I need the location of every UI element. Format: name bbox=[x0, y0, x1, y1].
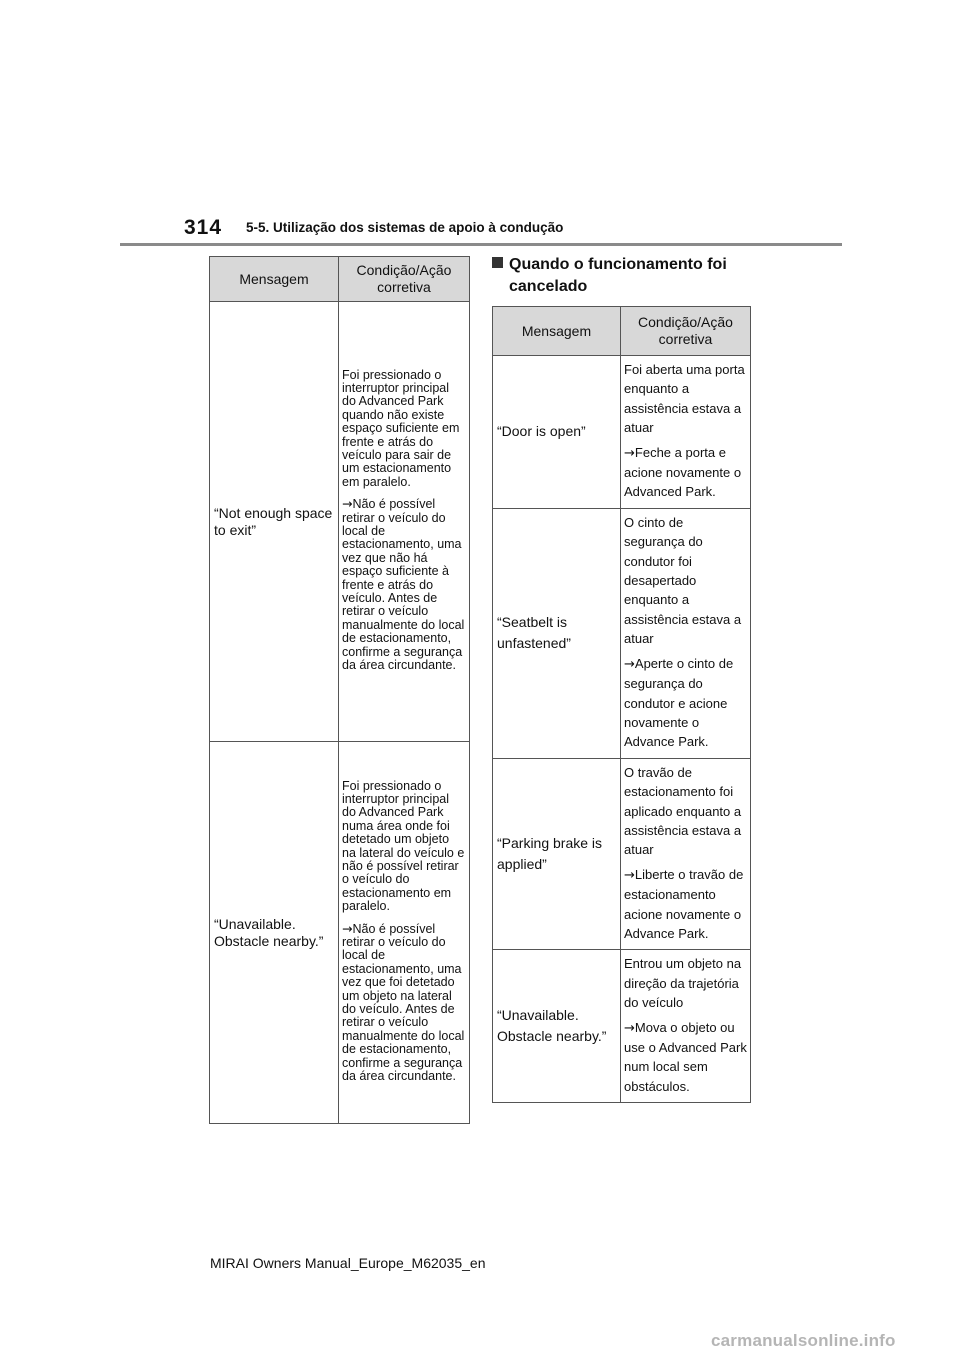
action-text: Não é possível retirar o veículo do local de estacionamento, uma vez que foi detetado um objeto na lateral do veículo. Antes de retirar o veículo manualmente do local de estacionamento, confirme a segurança da área circundante. bbox=[342, 921, 465, 1084]
table-header-row bbox=[210, 257, 470, 302]
subsection-heading-line1: Quando o funcionamento foi bbox=[509, 256, 727, 273]
message-cell bbox=[493, 950, 621, 1103]
message-cell bbox=[493, 356, 621, 509]
footer-text: MIRAI Owners Manual_Europe_M62035_en bbox=[210, 1255, 486, 1271]
condition-cell bbox=[621, 356, 751, 509]
table-row bbox=[493, 508, 751, 758]
subsection-heading-line2: cancelado bbox=[509, 278, 588, 295]
page-number: 314 bbox=[184, 216, 223, 239]
condition-text: Entrou um objeto na direção da trajetória do veículo bbox=[624, 956, 742, 1011]
action-paragraph bbox=[342, 497, 466, 672]
message-cell bbox=[493, 508, 621, 758]
arrow-icon: → bbox=[624, 867, 635, 883]
square-bullet-icon bbox=[492, 257, 503, 268]
table-row bbox=[493, 356, 751, 509]
condition-text: O cinto de segurança do condutor foi desapertado enquanto a assistência estava a atuar bbox=[624, 514, 742, 647]
action-paragraph bbox=[624, 654, 747, 752]
action-paragraph bbox=[624, 865, 747, 944]
condition-cell bbox=[339, 742, 470, 1124]
message-cell bbox=[210, 742, 339, 1124]
condition-cell bbox=[339, 302, 470, 742]
arrow-icon: → bbox=[624, 1020, 635, 1036]
condition-cell bbox=[621, 508, 751, 758]
message-text: “Parking brake is applied” bbox=[497, 835, 603, 873]
subsection-heading bbox=[492, 254, 762, 298]
arrow-icon: → bbox=[342, 496, 353, 512]
arrow-icon: → bbox=[624, 445, 635, 461]
header-message: Mensagem bbox=[210, 257, 339, 302]
message-text: “Unavailable. Obstacle nearby.” bbox=[214, 915, 324, 949]
header-condition: Condição/Ação corretiva bbox=[339, 257, 470, 302]
message-cell bbox=[210, 302, 339, 742]
action-paragraph bbox=[342, 922, 466, 1084]
table-row bbox=[210, 302, 470, 742]
condition-text: O travão de estacionamento foi aplicado enquanto a assistência estava a atuar bbox=[624, 764, 742, 858]
message-text: “Unavailable. Obstacle nearby.” bbox=[497, 1007, 607, 1045]
table-row bbox=[493, 758, 751, 950]
right-message-table bbox=[492, 306, 751, 1103]
arrow-icon: → bbox=[624, 656, 635, 672]
message-text: “Door is open” bbox=[497, 423, 586, 440]
action-paragraph bbox=[624, 1018, 747, 1097]
header-divider bbox=[120, 243, 842, 246]
message-text: “Seatbelt is unfastened” bbox=[497, 614, 571, 652]
action-text: Mova o objeto ou use o Advanced Park num local sem obstáculos. bbox=[624, 1019, 747, 1094]
action-text: Não é possível retirar o veículo do local de estacionamento, uma vez que não há espaço suficiente à frente e atrás do veículo. Antes de retirar o veículo manualmente do local de estacionamento, confirme a segurança da área circundante. bbox=[342, 497, 465, 673]
action-text: Aperte o cinto de segurança do condutor e acione novamente o Advance Park. bbox=[624, 655, 734, 750]
table-header-row bbox=[493, 307, 751, 356]
message-cell bbox=[493, 758, 621, 950]
table-row bbox=[210, 742, 470, 1124]
condition-text: Foi pressionado o interruptor principal do Advanced Park quando não existe espaço suficiente em frente e atrás do veículo para sair de um estacionamento em paralelo. bbox=[342, 367, 460, 489]
table-row bbox=[493, 950, 751, 1103]
action-paragraph bbox=[624, 443, 747, 502]
message-text: “Not enough space to exit” bbox=[214, 504, 333, 538]
section-title: 5-5. Utilização dos sistemas de apoio à condução bbox=[246, 220, 564, 235]
condition-cell bbox=[621, 758, 751, 950]
action-text: Feche a porta e acione novamente o Advanced Park. bbox=[624, 444, 742, 500]
condition-text: Foi aberta uma porta enquanto a assistência estava a atuar bbox=[624, 362, 745, 436]
left-message-table bbox=[209, 256, 470, 1124]
condition-cell bbox=[621, 950, 751, 1103]
watermark: carmanualsonline.info bbox=[711, 1331, 896, 1350]
condition-text: Foi pressionado o interruptor principal do Advanced Park numa área onde foi detetado um objeto na lateral do veículo e não é possível retirar o veículo do estacionamento em paralelo. bbox=[342, 778, 465, 914]
action-text: Liberte o travão de estacionamento acione novamente o Advance Park. bbox=[624, 866, 744, 941]
header-condition: Condição/Ação corretiva bbox=[621, 307, 751, 356]
arrow-icon: → bbox=[342, 920, 353, 936]
header-message: Mensagem bbox=[493, 307, 621, 356]
